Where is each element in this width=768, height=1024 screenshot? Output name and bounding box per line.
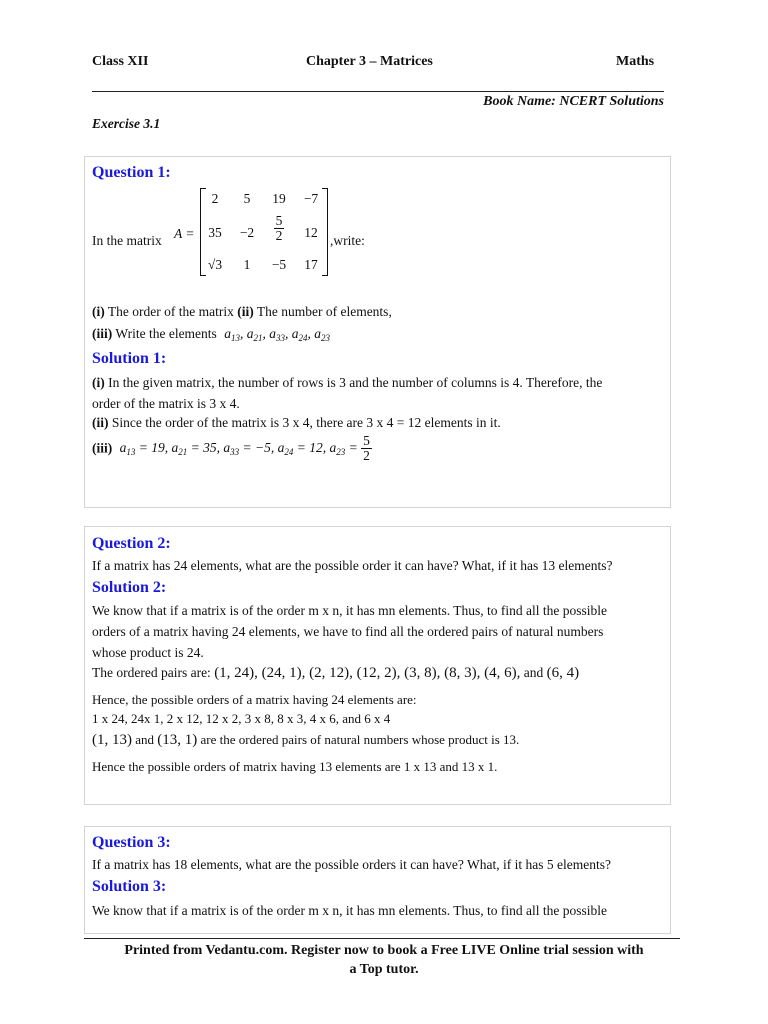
answer-fraction: $\frac{5}{2}$ <box>363 433 370 464</box>
q1-part-i-ii <box>92 304 392 320</box>
s2-line-6: 1 x 24, 24x 1, 2 x 12, 12 x 2, 3 x 8, 8 x 3, 4 x 6, and 6 x 4 <box>92 711 391 726</box>
fraction-numerator: 5 <box>275 213 283 228</box>
s2-line-1: We know that if a matrix is of the order m x n, it has mn elements. Thus, to find all the possible <box>92 603 607 618</box>
fraction-denominator: 2 <box>275 228 283 244</box>
question-3-text: If a matrix has 18 elements, what are the possible orders it can have? What, if it has 5 elements? <box>92 857 611 872</box>
matrix-cell: √3 <box>207 257 223 272</box>
part-iii-text: Write the elements <box>115 326 217 341</box>
s1-answer-line: (iii) $a_{13} = 19$, $a_{21} = 35$, $a_{33} = -5$, $a_{24} = 12$, $a_{23}$ = $\frac{5}{2}$ <box>92 433 370 464</box>
matrix-cell: 35 <box>208 225 222 240</box>
matrix-cell: −7 <box>303 191 319 206</box>
question-2-title: Question 2: <box>92 535 171 552</box>
s1-line-3: (ii) Since the order of the matrix is 3 x 4, there are 3 x 4 = 12 elements in it. <box>92 415 501 430</box>
exercise-label: Exercise 3.1 <box>92 116 161 131</box>
matrix-a <box>200 188 328 276</box>
footer-line-2: a Top tutor. <box>349 962 419 977</box>
question-3-title: Question 3: <box>92 834 171 851</box>
part-i-text: The order of the matrix <box>107 304 234 319</box>
matrix-cell: −2 <box>239 225 255 240</box>
solution-2-title: Solution 2: <box>92 579 167 596</box>
matrix-fraction-cell <box>264 214 294 243</box>
question-1-title: Question 1: <box>92 164 171 181</box>
matrix-cell: 1 <box>243 257 251 272</box>
part-ii-label: (ii) <box>237 304 254 319</box>
part-i-label: (i) <box>92 304 105 319</box>
s3-line-1: We know that if a matrix is of the order m x n, it has mn elements. Thus, to find all the possible <box>92 903 607 918</box>
s2-line-8: Hence the possible orders of matrix having 13 elements are 1 x 13 and 13 x 1. <box>92 759 498 774</box>
book-name: Book Name: NCERT Solutions <box>483 94 664 109</box>
s2-line-2: orders of a matrix having 24 elements, we have to find all the ordered pairs of natural numbers <box>92 624 604 639</box>
matrix-cell: 17 <box>304 257 318 272</box>
s1-line-1: (i) In the given matrix, the number of rows is 3 and the number of columns is 4. Therefore, the <box>92 375 603 390</box>
matrix-cell: 12 <box>304 225 318 240</box>
q1-part-iii <box>92 326 330 343</box>
class-label: Class XII <box>92 54 149 69</box>
matrix-fraction <box>274 214 285 243</box>
matrix-cell: −5 <box>271 257 287 272</box>
solution-1-title: Solution 1: <box>92 350 167 367</box>
part-iii-label: (iii) <box>92 326 113 341</box>
header-rule <box>92 91 664 92</box>
s1-line-2: order of the matrix is 3 x 4. <box>92 396 240 411</box>
footer-rule <box>84 938 680 939</box>
chapter-title: Chapter 3 – Matrices <box>306 54 433 69</box>
matrix-cell: 2 <box>211 191 219 206</box>
matrix-intro: In the matrix <box>92 233 162 248</box>
solution-3-title: Solution 3: <box>92 878 167 895</box>
matrix-cell: 19 <box>272 191 286 206</box>
part-ii-text: The number of elements, <box>256 304 392 319</box>
write-label: ,write: <box>330 233 365 248</box>
footer-line-1: Printed from Vedantu.com. Register now to book a Free LIVE Online trial session with <box>124 943 644 958</box>
subject-label: Maths <box>616 54 655 69</box>
question-2-text: If a matrix has 24 elements, what are the possible order it can have? What, if it has 13 elements? <box>92 558 613 573</box>
s2-line-7: (1, 13) and (13, 1) are the ordered pairs of natural numbers whose product is 13. <box>92 732 520 748</box>
s2-ordered-pairs: The ordered pairs are: (1, 24), (24, 1), (2, 12), (12, 2), (3, 8), (8, 3), (4, 6), and (6, 4) <box>92 665 580 681</box>
s2-line-5: Hence, the possible orders of a matrix having 24 elements are: <box>92 692 417 707</box>
s2-line-3: whose product is 24. <box>92 645 204 660</box>
element-list: $a_{13}$, $a_{21}$, $a_{33}$, $a_{24}$, $a_{23}$ <box>224 326 330 343</box>
matrix-var: A = <box>174 226 195 241</box>
matrix-cell: 5 <box>243 191 251 206</box>
